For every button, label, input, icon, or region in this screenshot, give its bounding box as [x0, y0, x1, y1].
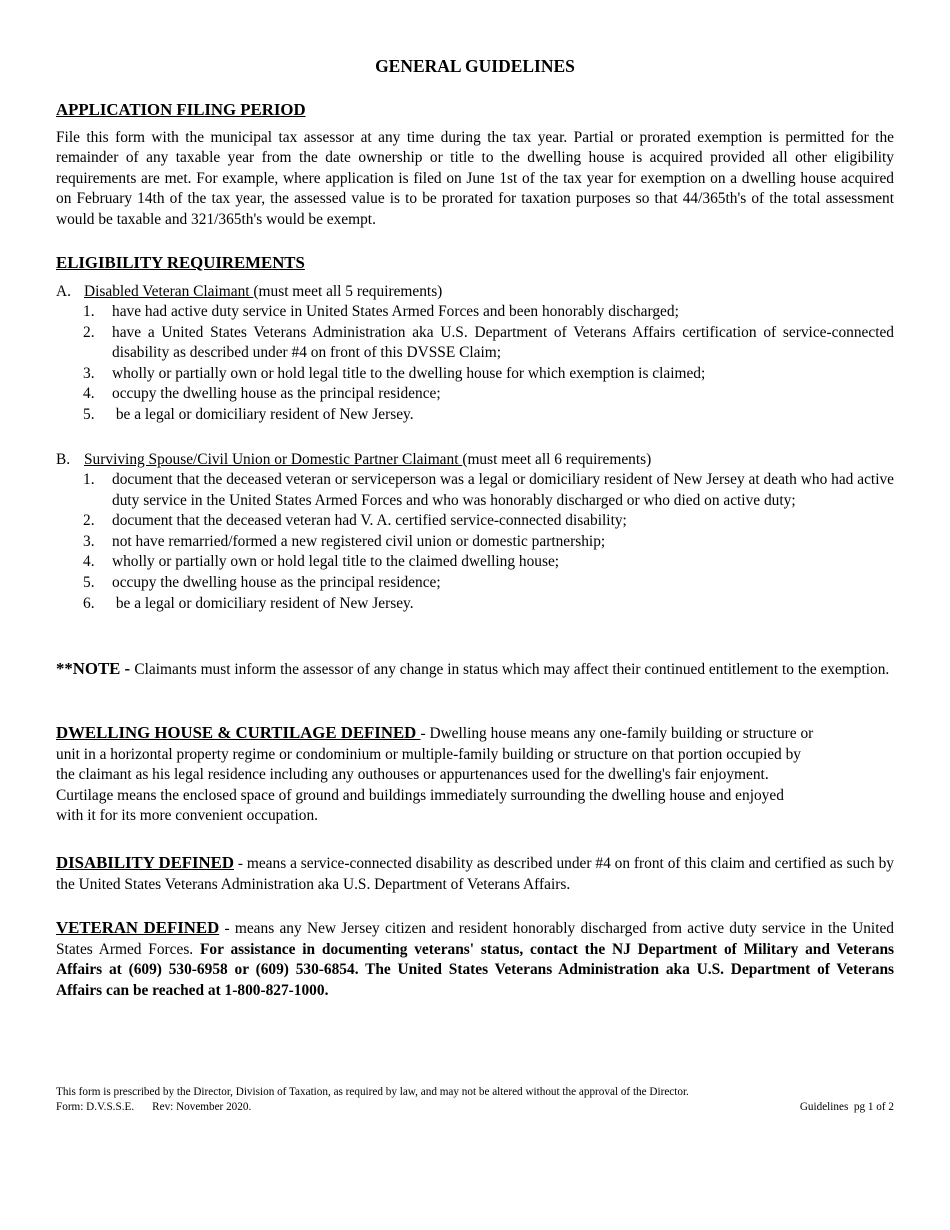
list-item: 1. document that the deceased veteran or serviceperson was a legal or domiciliary resident of New Jersey at death who had active duty service in the United States Armed Forces and who was honorably discharged or who died on active duty; — [83, 471, 894, 509]
footer-page-number: Guidelines pg 1 of 2 — [799, 1101, 894, 1113]
eligibility-heading: ELIGIBILITY REQUIREMENTS — [56, 253, 305, 272]
list-item: 5. occupy the dwelling house as the principal residence; — [83, 573, 441, 591]
list-item: 3. wholly or partially own or hold legal title to the dwelling house for which exemption is claimed; — [83, 364, 706, 382]
note-label: **NOTE - — [56, 659, 135, 678]
veteran-heading: VETERAN DEFINED — [56, 918, 220, 937]
claimant-a-requirements — [83, 302, 894, 426]
claimant-b-title: Surviving Spouse/Civil Union or Domestic Partner Claimant — [84, 451, 463, 468]
footer — [56, 1085, 894, 1115]
list-item: 2. have a United States Veterans Administration aka U.S. Department of Veterans Affairs certification of service-connected disability as described under #4 on front of this DVSSE Claim; — [83, 323, 894, 362]
page-title: GENERAL GUIDELINES — [375, 56, 575, 76]
footer-notice: This form is prescribed by the Director, Division of Taxation, as required by law, and may not be altered without the approval of the Director. — [56, 1086, 689, 1098]
list-item: 4. wholly or partially own or hold legal title to the claimed dwelling house; — [83, 553, 560, 571]
veteran-section: VETERAN DEFINED - means any New Jersey citizen and resident honorably discharged from active duty service in the United States Armed Forces. For assistance in documenting veterans' status, contact the NJ Department of Military and Veterans Affairs at (609) 530-6958 or (609) 530-6854. The United States Veterans Administration aka U.S. Department of Veterans Affairs can be reached at 1-800-827-1000. — [56, 918, 895, 999]
list-item: 3. not have remarried/formed a new registered civil union or domestic partnership; — [83, 532, 606, 550]
veteran-contact-info: For assistance in documenting veterans' status, contact the NJ Department of Military and Veterans Affairs at (609) 530-6958 or (609) 530-6854. The United States Veterans Administration aka U.S. Department of Veterans Affairs can be reached at 1-800-827-1000. — [56, 940, 895, 999]
list-item: 4. occupy the dwelling house as the principal residence; — [83, 385, 441, 403]
filing-period-body: File this form with the municipal tax assessor at any time during the tax year. Partial or prorated exemption is permitted for the remainder of any taxable year from the date ownership or title to the dwelling house is acquired provided all other eligibility requirements are met. For example, where application is filed on June 1st of the tax year for exemption on a dwelling house acquired on February 14th of the tax year, the assessed value is to be prorated for taxation purposes so that 44/365th's of the total assessment would be taxable and 321/365th's would be exempt. — [56, 128, 894, 228]
claimant-a-label: A. Disabled Veteran Claimant (must meet all 5 requirements) — [56, 283, 443, 300]
note-paragraph: **NOTE - Claimants must inform the assessor of any change in status which may affect their continued entitlement to the exemption. — [56, 659, 890, 678]
disability-heading: DISABILITY DEFINED — [56, 853, 234, 872]
disability-section: DISABILITY DEFINED - means a service-connected disability as described under #4 on front of this claim and certified as such by the United States Veterans Administration aka U.S. Department of Veterans Affairs. — [56, 853, 894, 893]
list-item: 1. have had active duty service in United States Armed Forces and been honorably discharged; — [83, 303, 679, 320]
filing-period-section — [56, 100, 894, 231]
claimant-b-label: B. Surviving Spouse/Civil Union or Domestic Partner Claimant (must meet all 6 requirements) — [56, 451, 652, 468]
dwelling-section: DWELLING HOUSE & CURTILAGE DEFINED - Dwelling house means any one-family building or structure or unit in a horizontal property regime or condominium or multiple-family building or structure on that portion occupied by the claimant as his legal residence including any outhouses or appurtenances used for the dwelling's fair enjoyment. Curtilage means the enclosed space of ground and buildings immediately surrounding the dwelling house and enjoyed with it for its more convenient occupation. — [56, 723, 814, 825]
dwelling-heading: DWELLING HOUSE & CURTILAGE DEFINED — [56, 723, 421, 742]
footer-rev: Rev: November 2020. — [152, 1101, 252, 1113]
list-item: 2. document that the deceased veteran had V. A. certified service-connected disability; — [83, 512, 627, 530]
claimant-b-requirements — [83, 470, 894, 614]
footer-form: Form: D.V.S.S.E. — [56, 1101, 135, 1113]
claimant-a-title: Disabled Veteran Claimant — [84, 283, 254, 300]
list-item: 5. be a legal or domiciliary resident of New Jersey. — [83, 405, 414, 423]
list-item: 6. be a legal or domiciliary resident of New Jersey. — [83, 594, 414, 612]
filing-period-heading: APPLICATION FILING PERIOD — [56, 100, 306, 119]
